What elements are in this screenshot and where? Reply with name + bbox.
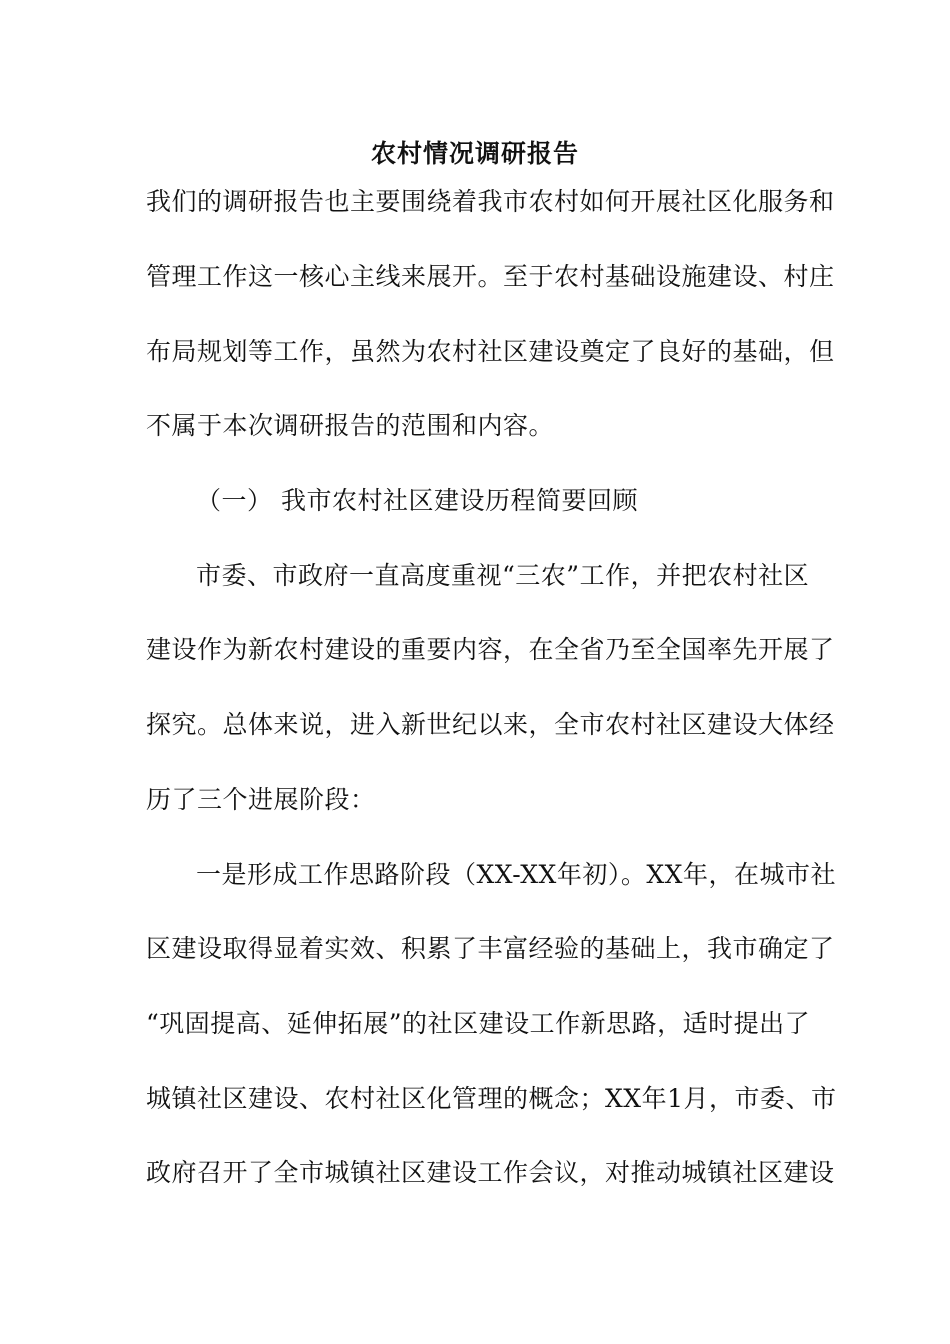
paragraph-line: 一是形成工作思路阶段（XX-XX年初）。XX年，在城市社 [196,860,836,889]
paragraph-line: 我们的调研报告也主要围绕着我市农村如何开展社区化服务和 [146,187,835,216]
paragraph-line: 管理工作这一核心主线来展开。至于农村基础设施建设、村庄 [146,262,835,291]
document-title: 农村情况调研报告 [370,139,579,168]
paragraph-line: 城镇社区建设、农村社区化管理的概念；XX年1月，市委、市 [146,1084,837,1113]
paragraph-line: 区建设取得显着实效、积累了丰富经验的基础上，我市确定了 [146,934,835,963]
paragraph-line: 政府召开了全市城镇社区建设工作会议，对推动城镇社区建设 [146,1158,835,1187]
paragraph-line: 不属于本次调研报告的范围和内容。 [146,411,555,440]
paragraph-line: 历了三个进展阶段： [146,785,376,814]
paragraph-line: 布局规划等工作，虽然为农村社区建设奠定了良好的基础，但 [146,337,835,366]
paragraph-line: 探究。总体来说，进入新世纪以来，全市农村社区建设大体经 [146,710,835,739]
paragraph-line: “巩固提高、延伸拓展”的社区建设工作新思路，适时提出了 [146,1009,811,1038]
section-heading: （一） 我市农村社区建设历程简要回顾 [196,486,638,515]
paragraph-line: 建设作为新农村建设的重要内容，在全省乃至全国率先开展了 [146,635,835,664]
paragraph-line: 市委、市政府一直高度重视“三农”工作，并把农村社区 [196,561,810,590]
